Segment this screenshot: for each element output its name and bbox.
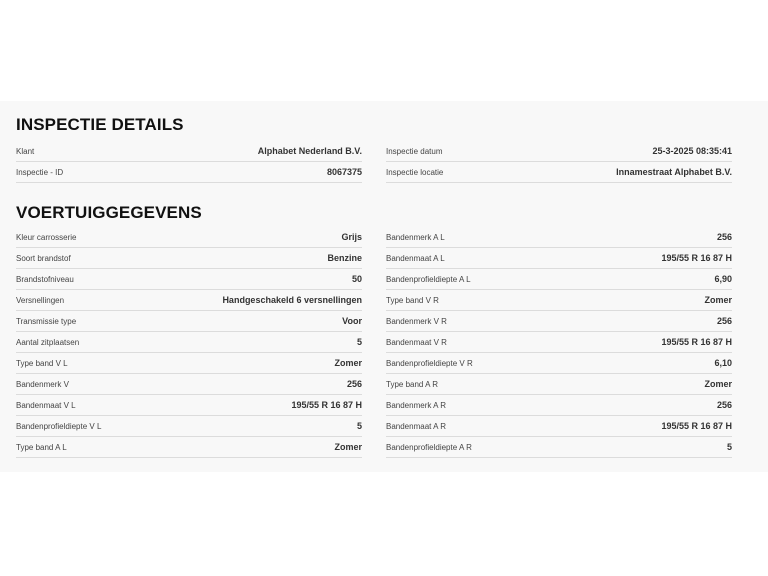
detail-value: Grijs	[341, 232, 362, 242]
detail-value: 195/55 R 16 87 H	[291, 400, 362, 410]
detail-row	[16, 227, 362, 248]
detail-value: 6,10	[714, 358, 732, 368]
detail-row	[16, 311, 362, 332]
detail-row	[16, 162, 362, 183]
detail-label: Bandenmaat V R	[386, 337, 447, 347]
detail-row	[386, 332, 732, 353]
detail-row	[16, 269, 362, 290]
detail-value: Handgeschakeld 6 versnellingen	[222, 295, 362, 305]
detail-label: Bandenmerk A L	[386, 232, 445, 242]
inspection-right-list	[386, 141, 732, 183]
detail-row	[16, 437, 362, 458]
detail-row	[16, 290, 362, 311]
detail-value: 5	[356, 421, 362, 431]
detail-row	[16, 141, 362, 162]
detail-value: Alphabet Nederland B.V.	[257, 146, 362, 156]
detail-label: Bandenmerk V R	[386, 316, 447, 326]
detail-label: Soort brandstof	[16, 253, 71, 263]
detail-label: Aantal zitplaatsen	[16, 337, 80, 347]
vehicle-left-list	[16, 227, 362, 458]
detail-label: Bandenprofieldiepte A L	[386, 274, 471, 284]
detail-row	[386, 374, 732, 395]
detail-label: Bandenmaat A L	[386, 253, 445, 263]
detail-label: Bandenmaat V L	[16, 400, 76, 410]
detail-label: Inspectie datum	[386, 146, 443, 156]
detail-label: Versnellingen	[16, 295, 65, 305]
detail-label: Type band A L	[16, 442, 67, 452]
detail-row	[16, 353, 362, 374]
detail-row	[16, 248, 362, 269]
detail-value: 195/55 R 16 87 H	[661, 253, 732, 263]
detail-label: Bandenmerk V	[16, 379, 69, 389]
detail-row	[16, 395, 362, 416]
detail-row	[386, 311, 732, 332]
detail-value: Voor	[342, 316, 362, 326]
detail-row	[386, 269, 732, 290]
detail-label: Inspectie locatie	[386, 167, 444, 177]
detail-row	[386, 248, 732, 269]
detail-row	[16, 332, 362, 353]
detail-value: Zomer	[334, 358, 362, 368]
detail-value: 50	[351, 274, 362, 284]
detail-value: 25-3-2025 08:35:41	[652, 146, 732, 156]
detail-label: Type band A R	[386, 379, 439, 389]
inspection-left-list	[16, 141, 362, 183]
detail-row	[16, 416, 362, 437]
detail-row	[386, 141, 732, 162]
detail-row	[386, 290, 732, 311]
detail-label: Kleur carrosserie	[16, 232, 77, 242]
details-panel	[0, 101, 768, 472]
detail-value: Zomer	[704, 379, 732, 389]
detail-row	[386, 416, 732, 437]
detail-row	[16, 374, 362, 395]
vehicle-right-list	[386, 227, 732, 458]
detail-value: 195/55 R 16 87 H	[661, 421, 732, 431]
detail-row	[386, 353, 732, 374]
detail-value: 256	[346, 379, 362, 389]
detail-value: 195/55 R 16 87 H	[661, 337, 732, 347]
detail-label: Inspectie - ID	[16, 167, 64, 177]
detail-value: 256	[716, 316, 732, 326]
detail-row	[386, 162, 732, 183]
detail-value: Benzine	[327, 253, 362, 263]
inspection-details-title: INSPECTIE DETAILS	[16, 115, 184, 134]
detail-value: Innamestraat Alphabet B.V.	[616, 167, 732, 177]
detail-label: Klant	[16, 146, 35, 156]
detail-label: Bandenprofieldiepte V R	[386, 358, 473, 368]
detail-label: Type band V R	[386, 295, 439, 305]
detail-value: Zomer	[334, 442, 362, 452]
detail-label: Bandenprofieldiepte A R	[386, 442, 472, 452]
detail-value: 6,90	[714, 274, 732, 284]
detail-value: 8067375	[326, 167, 362, 177]
detail-label: Brandstofniveau	[16, 274, 74, 284]
detail-value: Zomer	[704, 295, 732, 305]
detail-row	[386, 227, 732, 248]
detail-value: 5	[356, 337, 362, 347]
detail-label: Type band V L	[16, 358, 68, 368]
detail-label: Bandenmerk A R	[386, 400, 447, 410]
detail-row	[386, 437, 732, 458]
detail-row	[386, 395, 732, 416]
detail-value: 256	[716, 232, 732, 242]
detail-label: Bandenmaat A R	[386, 421, 447, 431]
detail-value: 256	[716, 400, 732, 410]
detail-value: 5	[726, 442, 732, 452]
vehicle-data-title: VOERTUIGGEGEVENS	[16, 203, 202, 222]
detail-label: Transmissie type	[16, 316, 77, 326]
detail-label: Bandenprofieldiepte V L	[16, 421, 102, 431]
